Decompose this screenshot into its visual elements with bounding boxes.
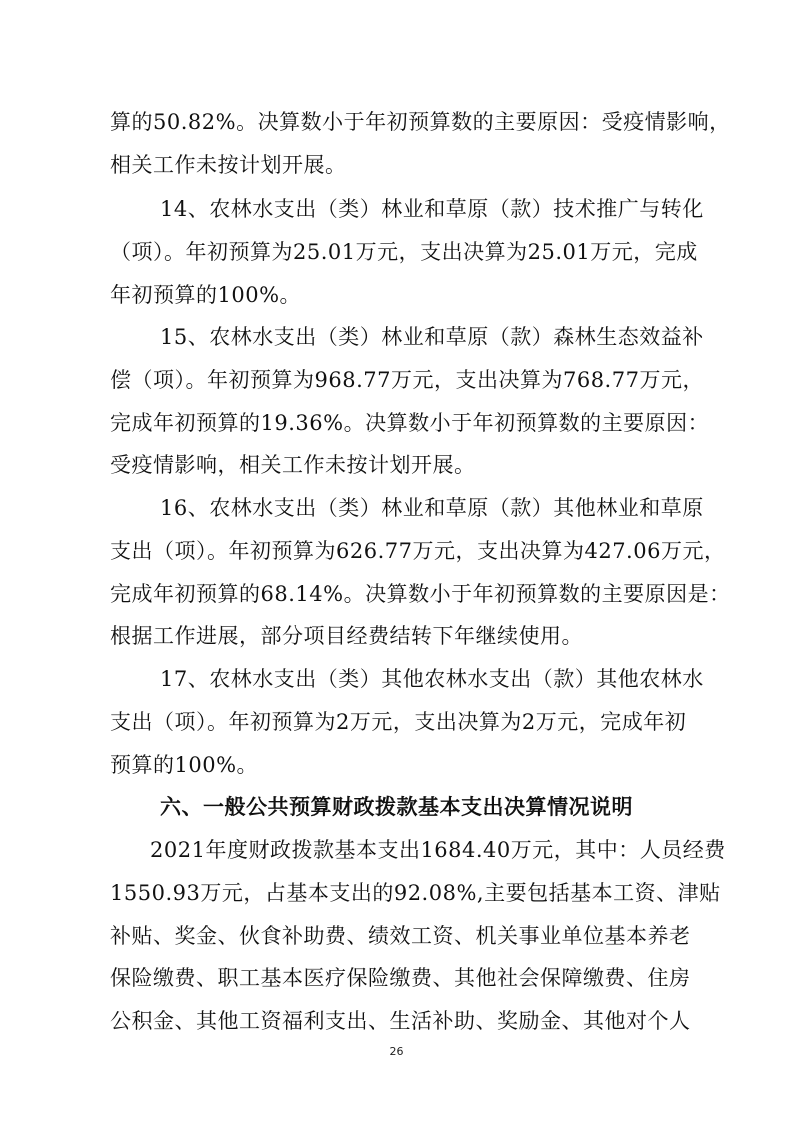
section-heading: 六、一般公共预算财政拨款基本支出决算情况说明	[160, 795, 633, 819]
paragraph-14-line-1: 14、农林水支出（类）林业和草原（款）技术推广与转化	[160, 197, 704, 221]
paragraph-16-line-1: 16、农林水支出（类）林业和草原（款）其他林业和草原	[160, 496, 704, 520]
section-paragraph-line-5: 公积金、其他工资福利支出、生活补助、奖励金、其他对个人	[110, 1009, 691, 1033]
section-paragraph-line-3: 补贴、奖金、伙食补助费、绩效工资、机关事业单位基本养老	[110, 924, 691, 948]
paragraph-17-line-2: 支出（项）。年初预算为2万元，支出决算为2万元，完成年初	[110, 710, 687, 734]
paragraph-16-line-3: 完成年初预算的68.14%。决算数小于年初预算数的主要原因是：	[110, 582, 731, 606]
paragraph-16-line-4: 根据工作进展，部分项目经费结转下年继续使用。	[110, 624, 583, 648]
paragraph-14-line-3: 年初预算的100%。	[110, 283, 302, 307]
paragraph-16-line-2: 支出（项）。年初预算为626.77万元，支出决算为427.06万元，	[110, 539, 726, 563]
paragraph-17-line-1: 17、农林水支出（类）其他农林水支出（款）其他农林水	[160, 667, 704, 691]
paragraph-14-line-2: （项）。年初预算为25.01万元，支出决算为25.01万元，完成	[110, 240, 698, 264]
paragraph-15-line-2: 偿（项）。年初预算为968.77万元，支出决算为768.77万元，	[110, 368, 704, 392]
section-paragraph-line-2: 1550.93万元，占基本支出的92.08%,主要包括基本工资、津贴	[110, 881, 721, 905]
page-number: 26	[389, 1045, 404, 1058]
paragraph-15-line-3: 完成年初预算的19.36%。决算数小于年初预算数的主要原因：	[110, 411, 710, 435]
paragraph-17-line-3: 预算的100%。	[110, 753, 259, 777]
paragraph-1-line-1: 算的50.82%。决算数小于年初预算数的主要原因：受疫情影响，	[110, 110, 731, 134]
paragraph-1-line-2: 相关工作未按计划开展。	[110, 153, 347, 177]
section-paragraph-line-1: 2021年度财政拨款基本支出1684.40万元，其中：人员经费	[150, 838, 726, 862]
paragraph-15-line-1: 15、农林水支出（类）林业和草原（款）森林生态效益补	[160, 325, 704, 349]
section-paragraph-line-4: 保险缴费、职工基本医疗保险缴费、其他社会保障缴费、住房	[110, 966, 691, 990]
paragraph-15-line-4: 受疫情影响，相关工作未按计划开展。	[110, 453, 476, 477]
